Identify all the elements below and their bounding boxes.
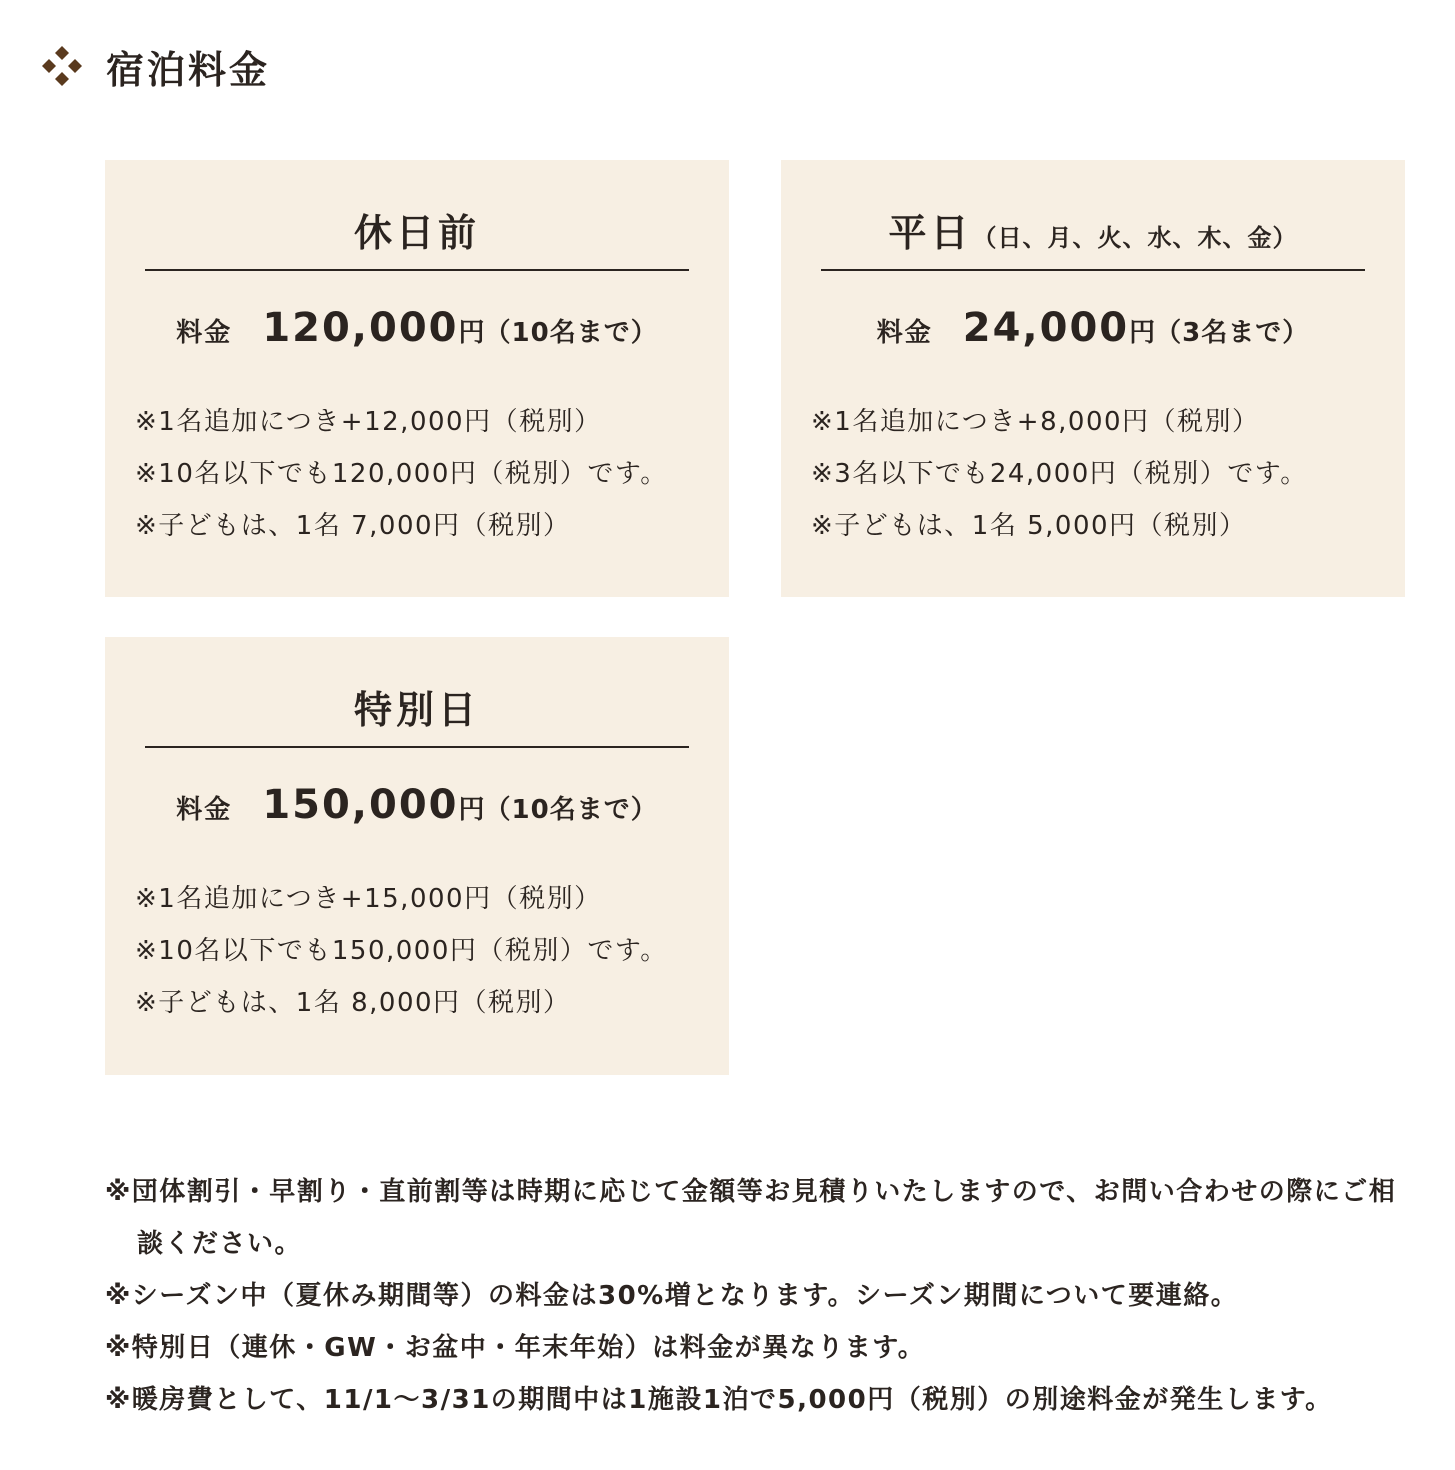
- note-item: ※1名追加につき+15,000円（税別）: [135, 884, 602, 914]
- footer-note-item: ※特別日（連休・GW・お盆中・年末年始）は料金が異なります。: [105, 1333, 926, 1363]
- price-amount: 24,000: [962, 305, 1130, 351]
- price-amount: 120,000: [262, 305, 459, 351]
- note-item: ※3名以下でも24,000円（税別）です。: [811, 459, 1308, 489]
- card-header: [821, 202, 1365, 271]
- price-label: 料金: [176, 795, 233, 825]
- card-title: 休日前: [353, 211, 480, 255]
- card-title: 特別日: [353, 688, 480, 732]
- note-item: ※子どもは、1名 8,000円（税別）: [135, 988, 571, 1018]
- section-heading: [40, 40, 270, 92]
- section-title: 宿泊料金: [106, 47, 271, 92]
- diamond-cluster-icon: [40, 44, 84, 88]
- footer-note-item: ※シーズン中（夏休み期間等）の料金は30%増となります。シーズン期間について要連絡。: [105, 1281, 1239, 1311]
- card-title-sub: （日、月、火、水、木、金）: [972, 224, 1298, 252]
- price-row: [105, 305, 729, 351]
- price-card-weekday: [781, 160, 1405, 597]
- price-capacity-note: （10名まで）: [484, 795, 658, 825]
- price-card-holiday-eve: [105, 160, 729, 597]
- note-item: ※1名追加につき+8,000円（税別）: [811, 407, 1260, 437]
- price-capacity-note: （3名まで）: [1155, 318, 1310, 348]
- price-unit: 円: [458, 795, 485, 825]
- card-header: [145, 202, 689, 271]
- card-notes: [811, 396, 1385, 552]
- price-capacity-note: （10名まで）: [484, 318, 658, 348]
- card-header: [145, 679, 689, 748]
- note-item: ※1名追加につき+12,000円（税別）: [135, 407, 602, 437]
- note-item: ※子どもは、1名 5,000円（税別）: [811, 511, 1247, 541]
- footer-note-item: ※暖房費として、11/1〜3/31の期間中は1施設1泊で5,000円（税別）の別途料金が発生します。: [105, 1385, 1333, 1415]
- price-row: [781, 305, 1405, 351]
- card-notes: [135, 396, 709, 552]
- price-unit: 円: [1129, 318, 1156, 348]
- note-item: ※10名以下でも120,000円（税別）です。: [135, 459, 668, 489]
- card-title: 平日: [888, 211, 973, 255]
- price-label: 料金: [876, 318, 933, 348]
- note-item: ※子どもは、1名 7,000円（税別）: [135, 511, 571, 541]
- price-card-special-day: [105, 637, 729, 1075]
- price-amount: 150,000: [262, 782, 459, 828]
- price-label: 料金: [176, 318, 233, 348]
- footer-note-item: ※団体割引・早割り・直前割等は時期に応じて金額等お見積りいたしますので、お問い合わせの際にご相談ください。: [105, 1177, 1397, 1259]
- footer-notes: [105, 1166, 1415, 1426]
- note-item: ※10名以下でも150,000円（税別）です。: [135, 936, 668, 966]
- price-unit: 円: [458, 318, 485, 348]
- price-row: [105, 782, 729, 828]
- card-notes: [135, 873, 709, 1029]
